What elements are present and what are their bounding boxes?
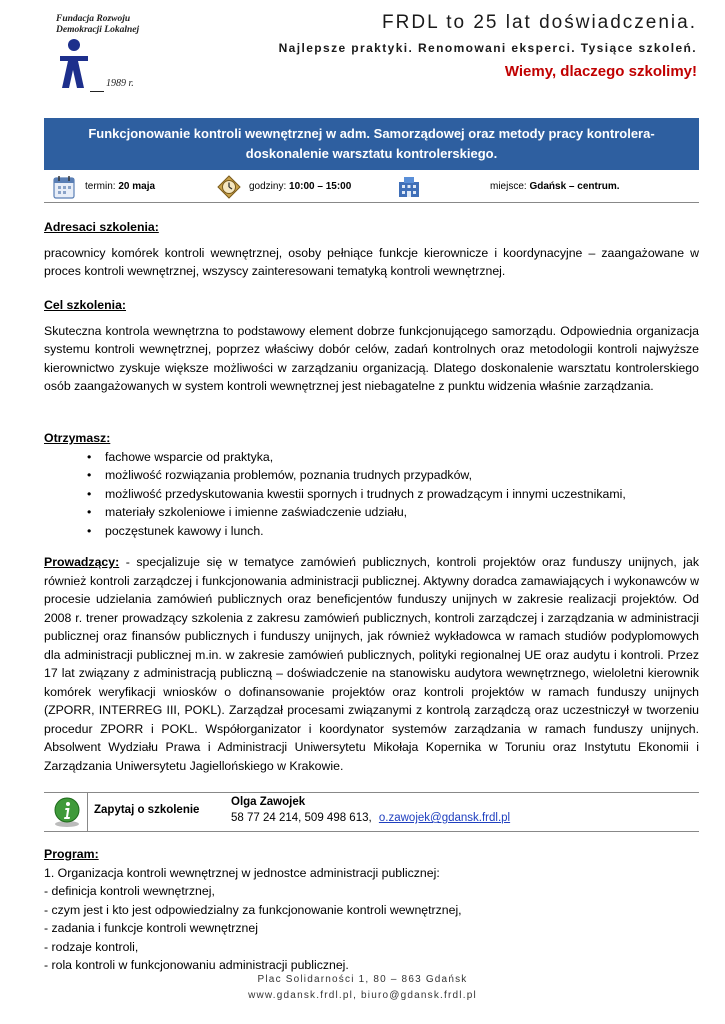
date-label: termin: [85,181,116,192]
header-slogan: Wiemy, dlaczego szkolimy! [504,63,697,80]
program-line: 1. Organizacja kontroli wewnętrznej w jednostce administracji publicznej: [44,865,440,880]
time-label: godziny: [249,181,287,192]
goal-text: Skuteczna kontrola wewnętrzna to podstawowy element dobrze funkcjonującego samorządu. Odpowiednia organizacja systemu kontroli wewnętrznej, poprzez właściwy dobór celów, zadań kontrolnych oraz metodologii kontroli najwyższe kierownictwo zyskuje większe możliwości w zarządzaniu organizacją. Dlatego doskonalenie warsztatu kontrolerskiego osób zaangażowanych w system kontroli wewnętrznej jest niebagatelne z punktu widzenia właśnie zarządzania. [44,323,699,393]
logo-year: 1989 r. [106,78,134,89]
program-section [44,845,699,975]
trainer-heading: Prowadzący: [44,555,120,569]
place-value: Gdańsk – centrum. [529,181,620,192]
calendar-icon [52,174,76,200]
audience-section [44,218,699,281]
place-label: miejsce: [490,181,527,192]
contact-name: Olga Zawojek [231,796,306,808]
footer-address: Plac Solidarności 1, 80 – 863 Gdańsk [257,974,468,985]
course-title-line2: doskonalenie warsztatu kontrolerskiego. [245,146,498,161]
course-info-row [44,172,699,203]
time-info [249,181,351,192]
logo-org-line1: Fundacja Rozwoju [56,14,131,24]
building-icon [396,174,422,200]
contact-email-link[interactable]: o.zawojek@gdansk.frdl.pl [378,812,511,824]
course-title-banner [44,118,699,170]
benefit-item: • możliwość przedyskutowania kwestii spornych i trudnych z prowadzącym i innymi uczestnikami, [44,485,699,504]
clock-icon [216,174,242,200]
benefit-item: • możliwość rozwiązania problemów, poznania trudnych przypadków, [44,466,699,485]
logo-org-name [56,14,139,36]
goal-heading: Cel szkolenia: [44,298,127,312]
program-heading: Program: [44,847,99,861]
program-line: - czym jest i kto jest odpowiedzialny za funkcjonowanie kontroli wewnętrznej, [44,902,462,917]
program-line: - rola kontroli w funkcjonowaniu administracji publicznej. [44,958,349,972]
benefit-item: • poczęstunek kawowy i lunch. [44,522,699,541]
contact-divider [87,793,88,831]
benefit-item: • materiały szkoleniowe i imienne zaświadczenie udziału, [44,503,699,522]
audience-text: pracownicy komórek kontroli wewnętrznej, osoby pełniące funkcje kierownicze i koordynacyjne – zaangażowane w proces kontroli wewnętrznej, wszyscy zainteresowani tematyką kontroli wewnętrznej. [44,245,699,278]
course-title-line1: Funkcjonowanie kontroli wewnętrznej w adm. Samorządowej oraz metody pracy kontrolera- [88,126,655,141]
frdl-logo [44,14,144,94]
contact-details [231,812,510,824]
place-info [490,181,620,192]
footer-web: www.gdansk.frdl.pl, biuro@gdansk.frdl.pl [248,990,477,1001]
audience-heading: Adresaci szkolenia: [44,220,159,234]
header-title: FRDL to 25 lat doświadczenia. [382,12,697,33]
program-line: - definicja kontroli wewnętrznej, [44,884,215,898]
benefits-list [44,448,699,541]
program-line: - rodzaje kontroli, [44,939,139,954]
date-info [85,181,155,192]
benefits-section [44,429,699,540]
benefit-item: • fachowe wsparcie od praktyka, [44,448,699,467]
trainer-text: - specjalizuje się w tematyce zamówień publicznych, kontroli projektów oraz funduszy unijnych, jak również kontroli zarządczej i funkcjonowania administracji publicznej. Aktywny doradca zamawiających i wykonawców w procesie udzielania zamówień publicznych oraz beneficjentów funduszy unijnych w zakresie realizacji projektów. Od 2008 r. trener prowadzący szkolenia z zakresu zamówień publicznych, kontroli zarządczej i zarządzania w administracji publicznej oraz finansów publicznych i funduszy unijnych, jak również wykładowca w ramach studiów podyplomowych dla administracji publicznej m.in. w zakresie zamówień publicznych, polityki regionalnej UE oraz audytu i kontroli. Przez 17 lat związany z administracją publiczną – doświadczenie na stanowisku audytora wewnętrznego, wieloletni kierownik komórek weryfikacji wniosków o dofinansowanie projektów oraz kontroli projektów w ramach funduszy unijnych (ZPORR, INTERREG III, POKL). Zarządzał procesami związanymi z kontrolą zarządczą oraz uczestniczył w tworzeniu procedur ZPORR i POKL. Współorganizator i koordynator systemów zarządzania w ramach funduszy unijnych. Absolwent Wydziału Prawa i Administracji Uniwersytetu Mikołaja Kopernika w Toruniu oraz Instytutu Ekonomii i Zarządzania Uniwersytetu Jagiellońskiego w Krakowie. [44,555,699,773]
program-line: - zadania i funkcje kontroli wewnętrznej [44,921,258,935]
date-value: 20 maja [118,181,156,192]
ask-about-training-label: Zapytaj o szkolenie [94,804,200,816]
benefits-heading: Otrzymasz: [44,431,111,445]
contact-box [44,792,699,832]
info-icon [53,796,81,828]
header-tagline: Najlepsze praktyki. Renomowani eksperci. Tysiące szkoleń. [278,41,697,55]
time-value: 10:00 – 15:00 [289,181,352,192]
person-figure-icon [44,36,104,96]
contact-phones: 58 77 24 214, 509 498 613, [231,812,372,824]
logo-org-line2: Demokracji Lokalnej [56,25,140,35]
trainer-section [44,553,699,775]
goal-section [44,296,699,396]
